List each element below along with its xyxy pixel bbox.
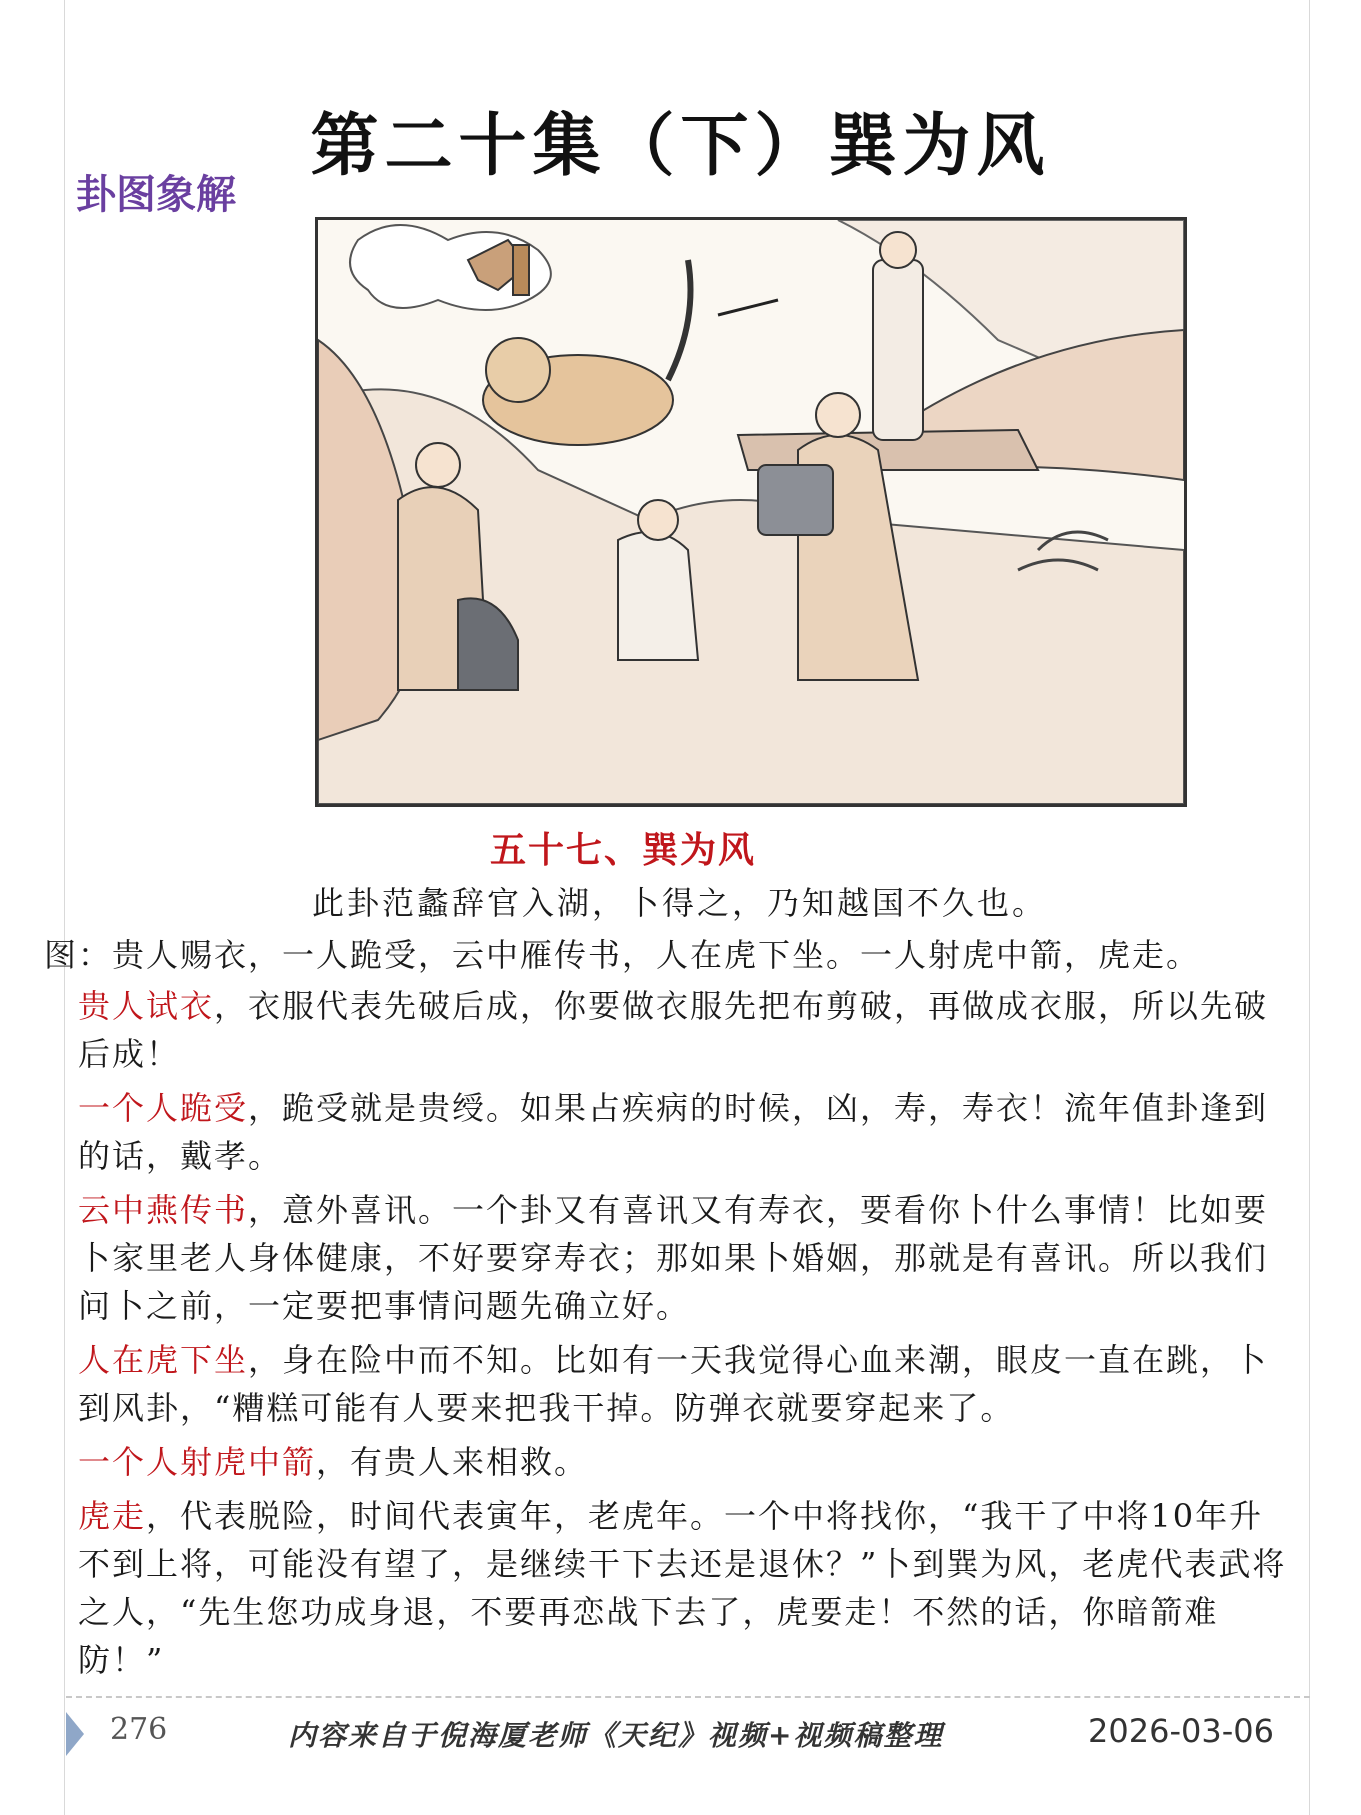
note-highlight: 贵人试衣 [78,987,215,1025]
hexagram-intro: 此卦范蠡辞官入湖，卜得之，乃知越国不久也。 [312,884,1048,922]
note-paragraph [78,1492,1288,1684]
note-text: ，跪受就是贵绶。如果占疾病的时候，凶，寿，寿衣！流年值卦逢到的话，戴孝。 [78,1089,1269,1175]
page-title: 第二十集（下）巽为风 [310,107,1051,186]
noble-head [816,393,860,437]
hexagram-title: 五十七、巽为风 [490,830,757,871]
robe-gift-icon [758,465,833,535]
note-text: ，身在险中而不知。比如有一天我觉得心血来潮，眼皮一直在跳，卜到风卦，“糟糕可能有人要来把我干掉。防弹衣就要穿起来了。 [78,1341,1269,1427]
note-highlight: 云中燕传书 [78,1191,249,1229]
tiger-head-icon [486,338,550,402]
note-text: ，代表脱险，时间代表寅年，老虎年。一个中将找你，“我干了中将10年升不到上将，可能没有望了，是继续干下去还是退休？”卜到巽为风，老虎代表武将之人，“先生您功成身退，不要再恋战下去了，虎要走！不然的话，你暗箭难防！” [78,1497,1287,1679]
tiger-tail-icon [668,260,691,380]
next-arrow-icon [66,1712,84,1756]
illustration-drawing [318,220,1184,804]
archer-head [880,232,916,268]
letter-scroll-icon [513,245,529,295]
note-text: ，意外喜讯。一个卦又有喜讯又有寿衣，要看你卜什么事情！比如要卜家里老人身体健康，不好要穿寿衣；那如果卜婚姻，那就是有喜讯。所以我们问卜之前，一定要把事情问题先确立好。 [78,1191,1269,1325]
figure-description: 图：贵人赐衣，一人跪受，云中雁传书，人在虎下坐。一人射虎中箭，虎走。 [44,936,1201,974]
note-highlight: 一个人射虎中箭 [78,1443,317,1481]
note-paragraph [78,1084,1288,1180]
kneeling-figure [618,532,698,660]
hexagram-illustration [315,217,1187,807]
arrow-icon [718,300,778,315]
kneeling-head [638,500,678,540]
interpretation-notes [78,982,1288,1690]
archer-figure [873,260,923,440]
note-text: ，有贵人来相救。 [316,1443,589,1481]
seated-head [416,443,460,487]
note-highlight: 人在虎下坐 [78,1341,249,1379]
page-number: 276 [110,1712,168,1747]
footer-divider [66,1696,1310,1698]
note-highlight: 一个人跪受 [78,1089,249,1127]
footer-date: 2026-03-06 [1088,1712,1274,1750]
source-note: 内容来自于倪海厦老师《天纪》视频+视频稿整理 [288,1719,944,1752]
note-highlight: 虎走 [78,1497,147,1535]
note-paragraph [78,1336,1288,1432]
note-text: ，衣服代表先破后成，你要做衣服先把布剪破，再做成衣服，所以先破后成！ [78,987,1269,1073]
note-paragraph [78,982,1288,1078]
note-paragraph [78,1186,1288,1330]
note-paragraph [78,1438,1288,1486]
section-label: 卦图象解 [76,172,236,218]
